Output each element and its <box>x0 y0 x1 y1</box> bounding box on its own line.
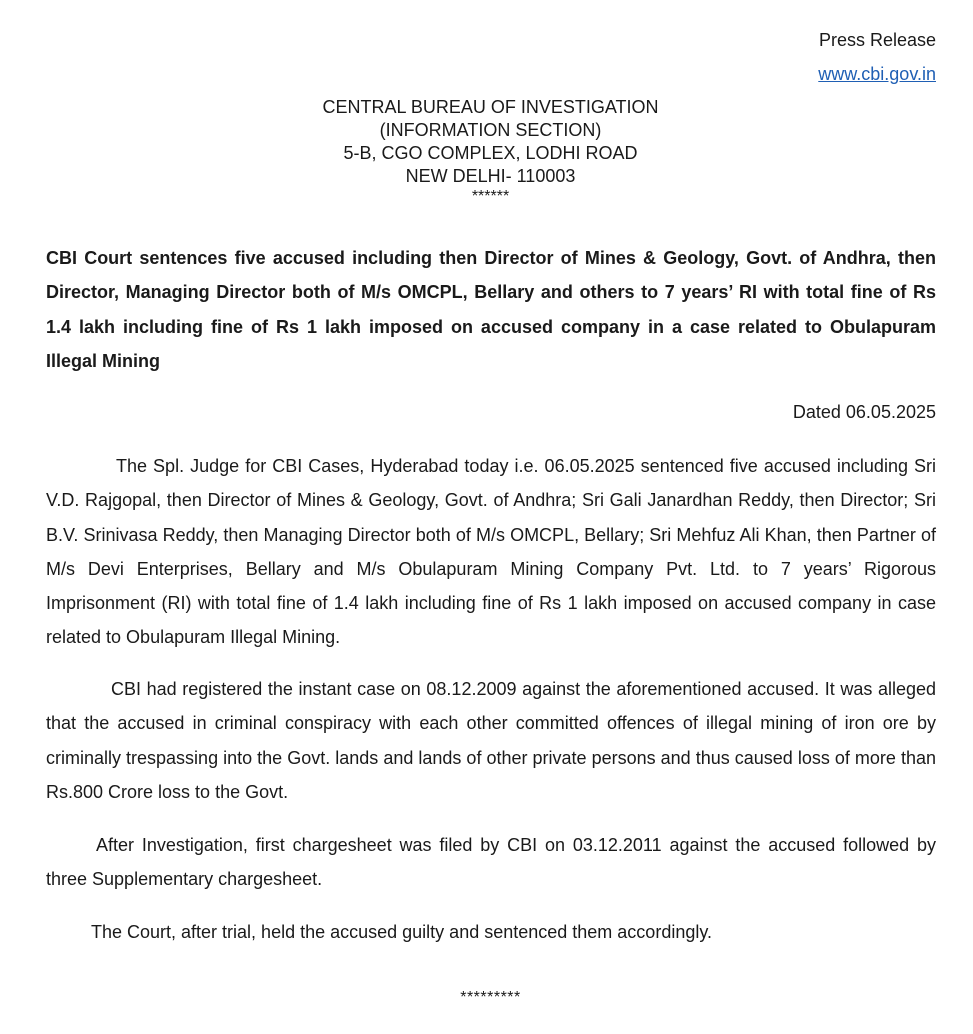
headline: CBI Court sentences five accused including then Director of Mines & Geology, Govt. of Andhra, then Director, Managing Director both of M/s OMCPL, Bellary and others to 7 years’ RI with total fine of Rs 1.4 lakh including fine of Rs 1 lakh imposed on accused company in a case related to Obulapuram Illegal Mining <box>46 248 936 371</box>
release-date: Dated 06.05.2025 <box>792 402 936 422</box>
press-release-label: Press Release <box>818 30 936 50</box>
website-link[interactable]: www.cbi.gov.in <box>818 64 936 84</box>
organization-name: CENTRAL BUREAU OF INVESTIGATION <box>322 97 659 117</box>
organization-street: 5-B, CGO COMPLEX, LODHI ROAD <box>343 143 638 163</box>
address-block <box>0 96 973 206</box>
end-separator: ********* <box>460 989 521 1006</box>
body-paragraph-case-registration: CBI had registered the instant case on 08.12.2009 against the aforementioned accused. It was alleged that the accused in criminal conspiracy with each other committed offences of illegal mining of iron ore by criminally trespassing into the Govt. lands and lands of other private persons and thus caused loss of more than Rs.800 Crore loss to the Govt. <box>46 679 936 802</box>
body-paragraph-verdict: The Court, after trial, held the accused guilty and sentenced them accordingly. <box>91 922 713 942</box>
organization-city: NEW DELHI- 110003 <box>405 166 576 186</box>
body-paragraph-chargesheet: After Investigation, first chargesheet was filed by CBI on 03.12.2011 against the accused followed by three Supplementary chargesheet. <box>46 835 936 890</box>
organization-section: (INFORMATION SECTION) <box>379 120 602 140</box>
address-separator: ****** <box>471 188 510 205</box>
body-paragraph-sentencing: The Spl. Judge for CBI Cases, Hyderabad today i.e. 06.05.2025 sentenced five accused including Sri V.D. Rajgopal, then Director of Mines & Geology, Govt. of Andhra; Sri Gali Janardhan Reddy, then Director; Sri B.V. Srinivasa Reddy, then Managing Director both of M/s OMCPL, Bellary; Sri Mehfuz Ali Khan, then Partner of M/s Devi Enterprises, Bellary and M/s Obulapuram Mining Company Pvt. Ltd. to 7 years’ Rigorous Imprisonment (RI) with total fine of 1.4 lakh including fine of Rs 1 lakh imposed on accused company in case related to Obulapuram Illegal Mining. <box>46 456 936 648</box>
